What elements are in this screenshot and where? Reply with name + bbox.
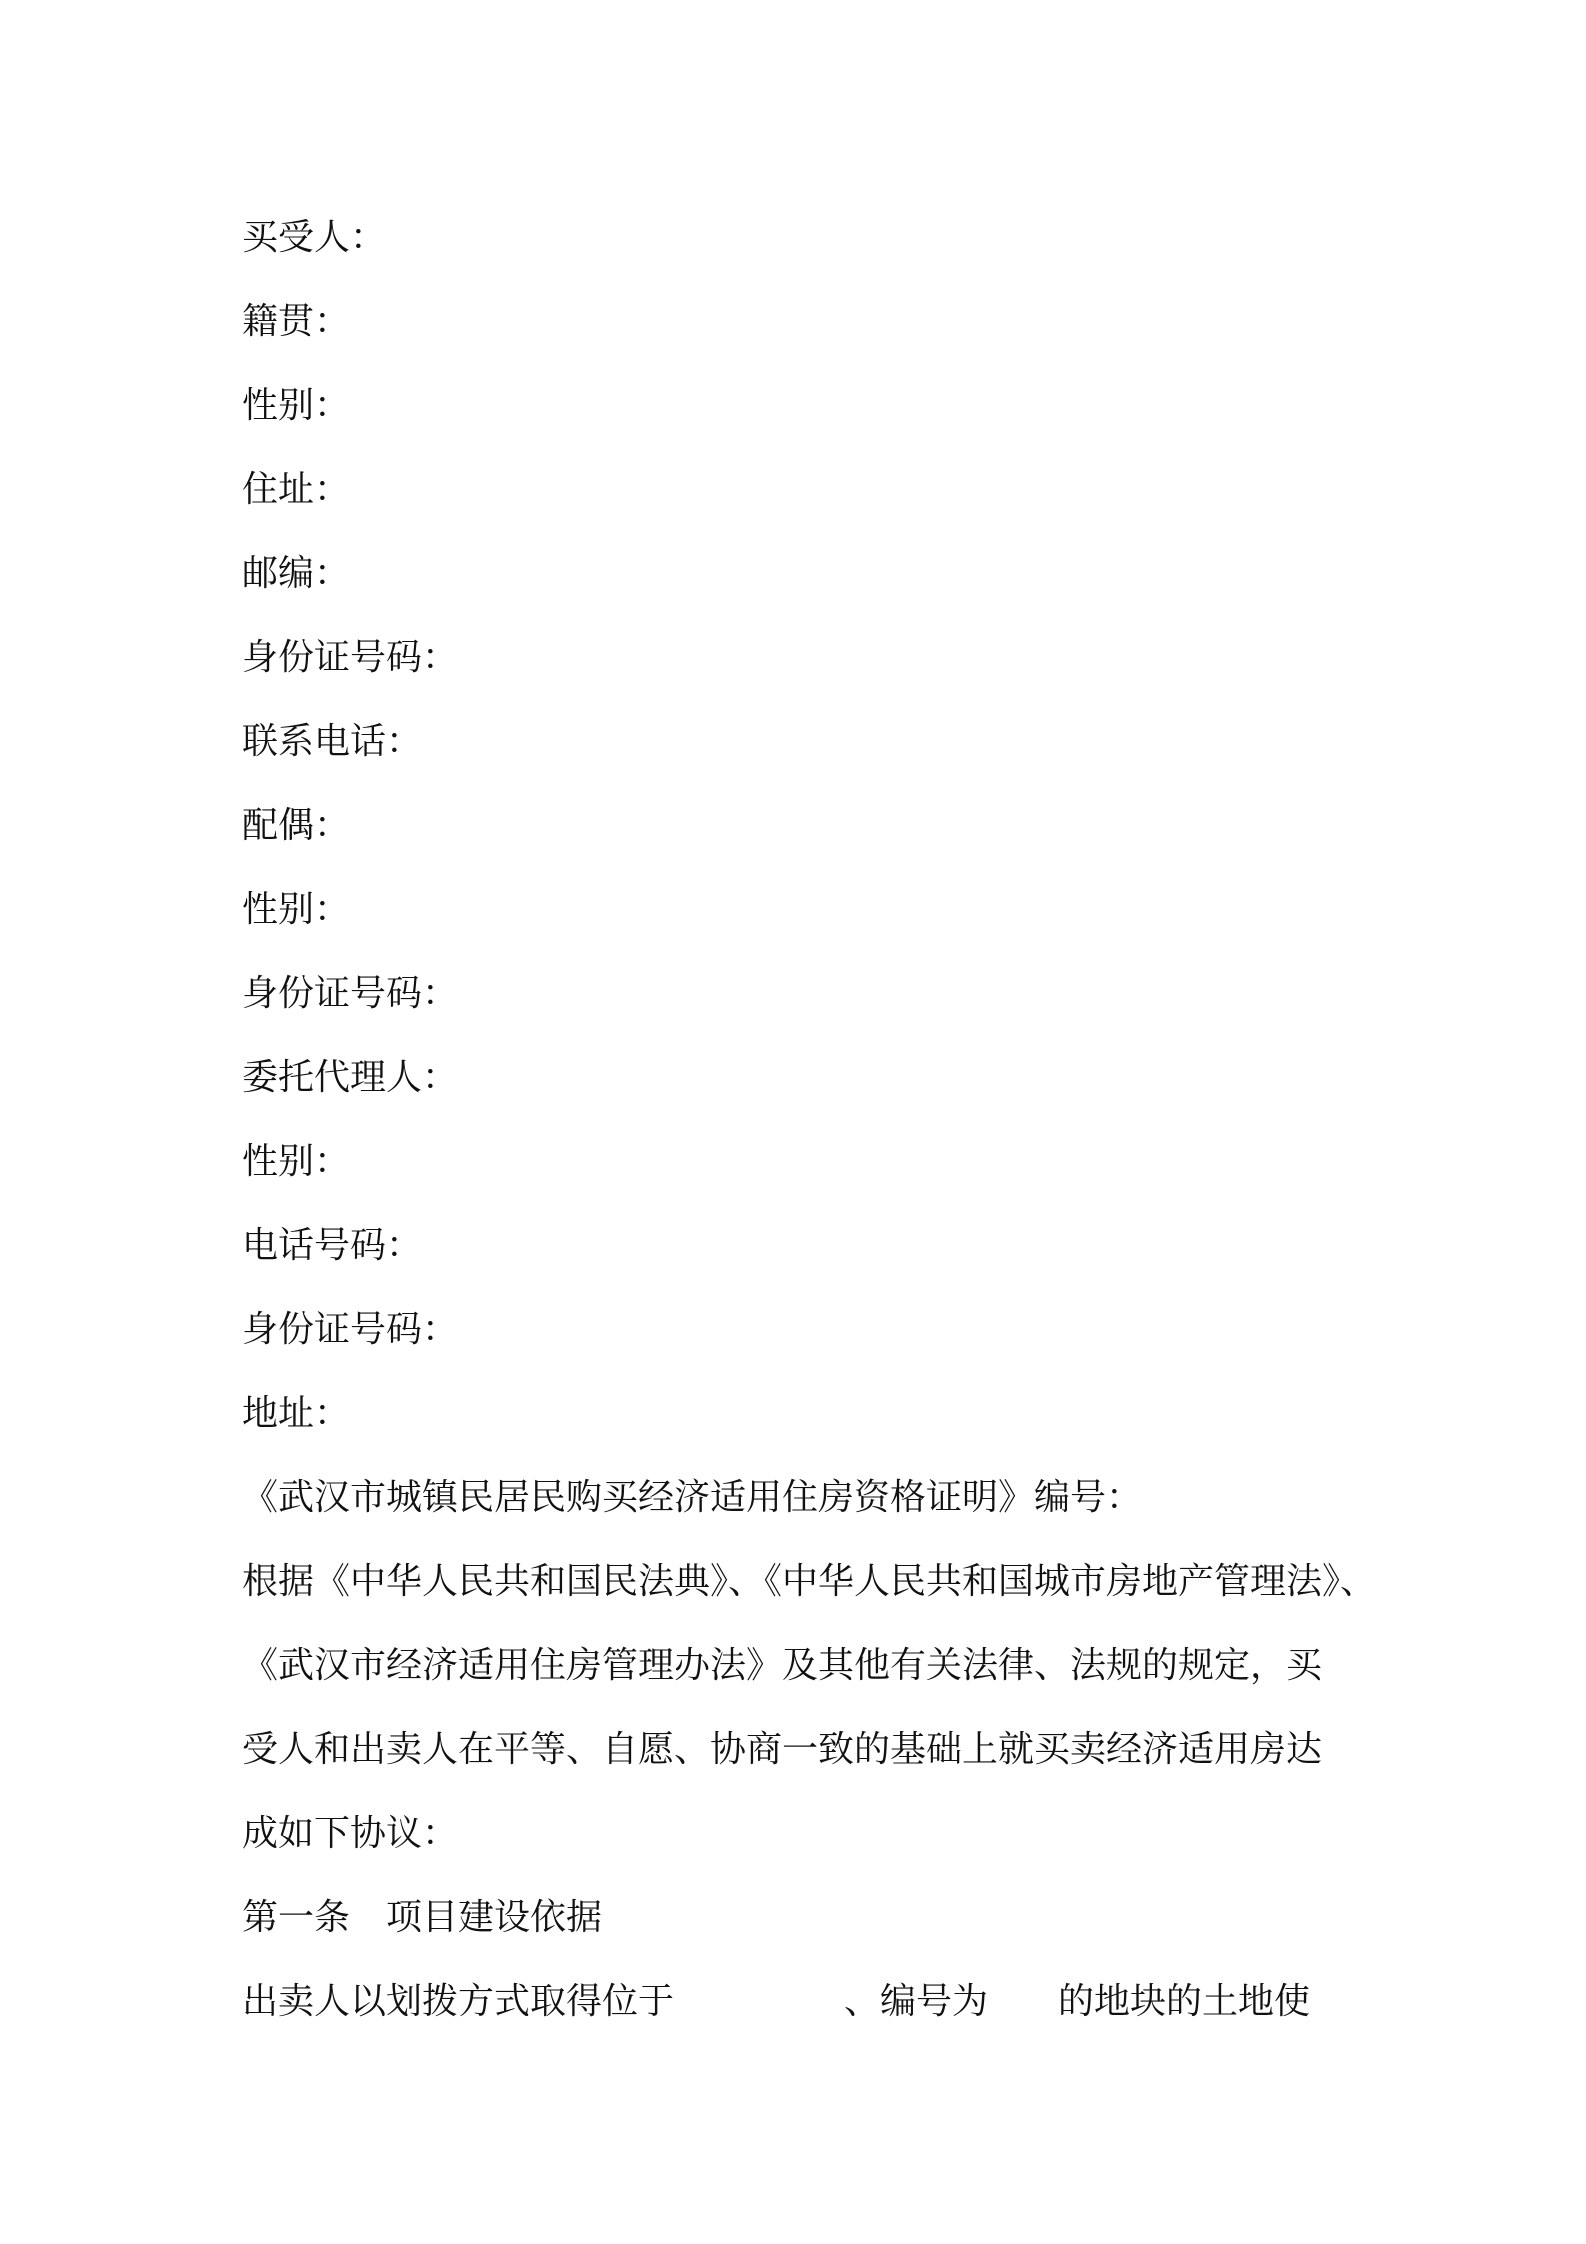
field-gender: 性别： [242,385,351,426]
field-certificate-number: 《武汉市城镇民居民购买经济适用住房资格证明》编号： [242,1477,1143,1518]
field-buyer: 买受人： [242,217,387,258]
article-1-text-part-3: 的地块的土地使 [1058,1981,1311,2022]
field-agent-address: 地址： [242,1393,351,1434]
article-1-number: 第一条 [242,1897,351,1938]
field-spouse-gender: 性别： [242,889,351,930]
article-1-heading [242,1876,1362,1960]
preamble-line-1: 根据《中华人民共和国民法典》、《中华人民共和国城市房地产管理法》、 [242,1561,1377,1602]
article-1-text [242,1960,1362,2044]
field-spouse: 配偶： [242,805,351,846]
preamble-line-2: 《武汉市经济适用住房管理办法》及其他有关法律、法规的规定，买 [242,1645,1323,1686]
field-spouse-id-number: 身份证号码： [242,973,459,1014]
article-1-text-part-1: 出卖人以划拨方式取得位于 [242,1981,675,2022]
article-1-title: 项目建设依据 [386,1897,603,1938]
field-agent-phone: 电话号码： [242,1225,423,1266]
field-contact-phone: 联系电话： [242,721,423,762]
field-agent-id-number: 身份证号码： [242,1309,459,1350]
article-1-text-part-2: 、编号为 [844,1981,989,2022]
field-agent: 委托代理人： [242,1057,459,1098]
document-body [242,196,1377,2044]
field-native-place: 籍贯： [242,301,351,342]
field-agent-gender: 性别： [242,1141,351,1182]
field-id-number: 身份证号码： [242,637,459,678]
preamble-line-4: 成如下协议： [242,1813,459,1854]
field-postcode: 邮编： [242,553,351,594]
field-address: 住址： [242,469,351,510]
preamble-line-3: 受人和出卖人在平等、自愿、协商一致的基础上就买卖经济适用房达 [242,1729,1323,1770]
